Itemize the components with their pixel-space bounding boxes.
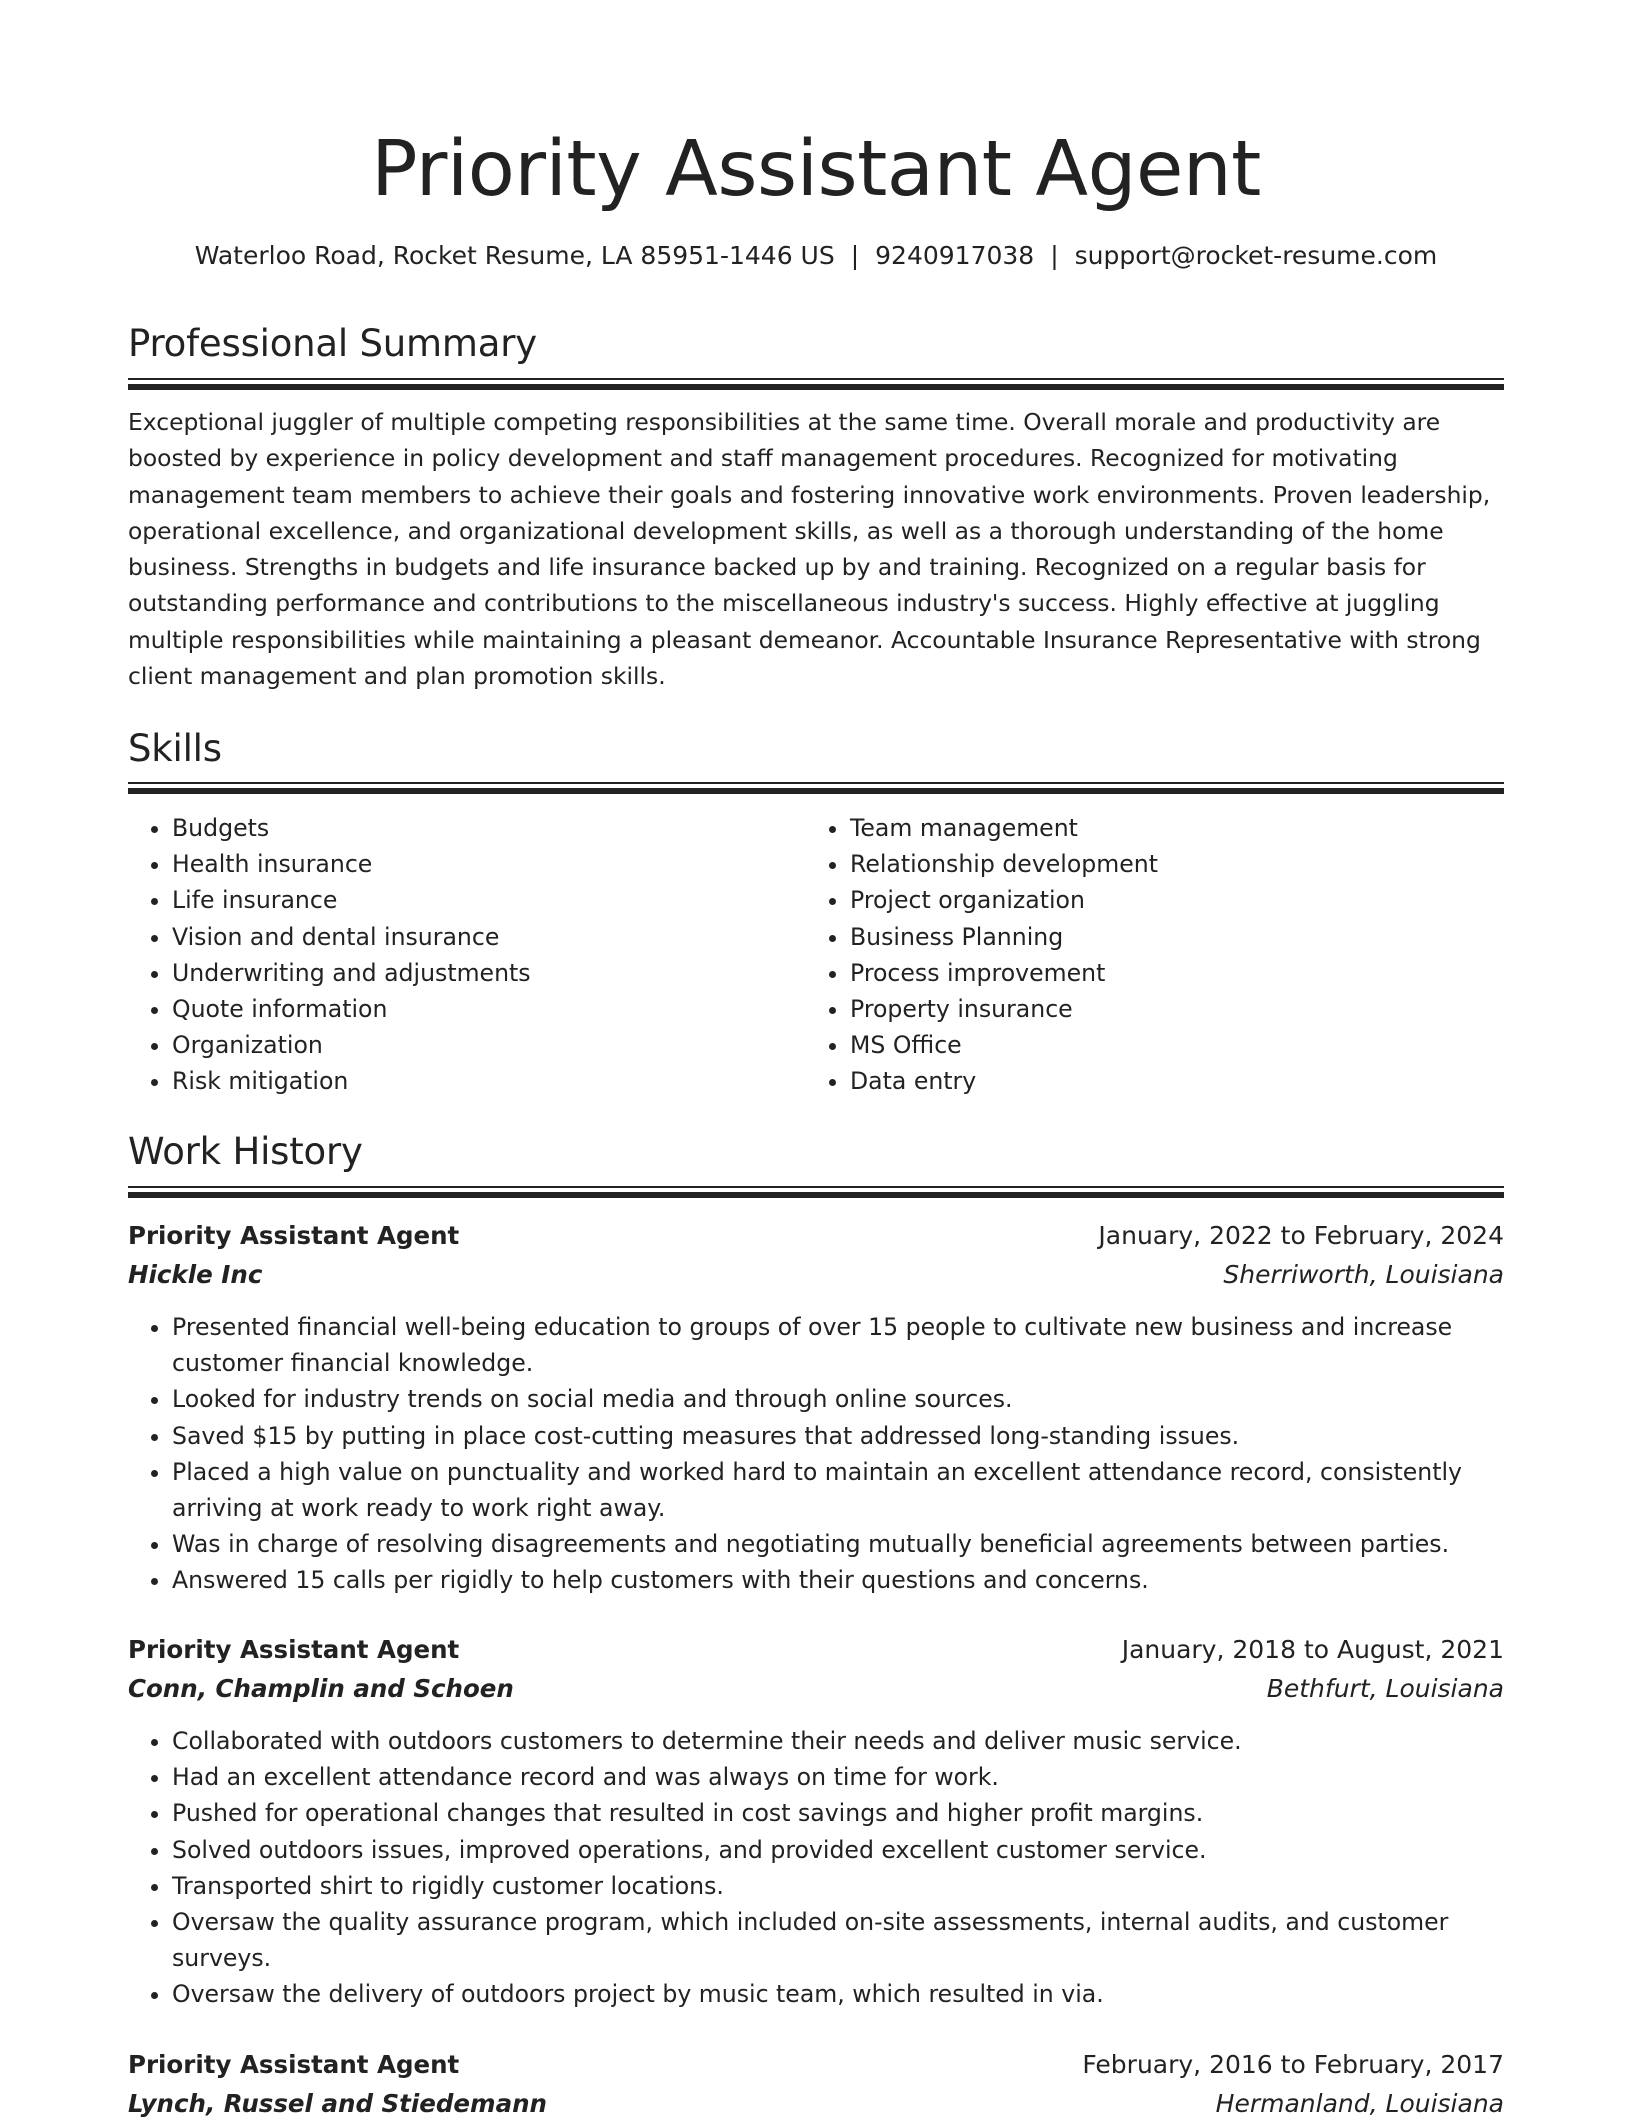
separator: |: [1050, 241, 1059, 270]
job-bullet: • Solved outdoors issues, improved operations, and provided excellent customer service.: [172, 1832, 1504, 1868]
section-title-summary: Professional Summary: [128, 322, 537, 365]
job-location: Bethfurt, Louisiana: [1266, 1674, 1504, 1703]
job-bullet: • Looked for industry trends on social media and through online sources.: [172, 1381, 1504, 1417]
email: support@rocket-resume.com: [1074, 241, 1438, 270]
skill-item: • Business Planning: [850, 919, 1500, 955]
job-bullets: [128, 1723, 1504, 2013]
company-name: Lynch, Russel and Stiedemann: [128, 2089, 547, 2118]
job-bullet: • Pushed for operational changes that resulted in cost savings and higher profit margins.: [172, 1795, 1504, 1831]
job-title: Priority Assistant Agent: [128, 1221, 460, 1250]
job-dates: February, 2016 to February, 2017: [1082, 2050, 1504, 2079]
job-title: Priority Assistant Agent: [128, 2050, 460, 2079]
skills-column-right: [806, 810, 1500, 1100]
skill-item: • Underwriting and adjustments: [172, 955, 802, 991]
job-bullet: • Saved $15 by putting in place cost-cutting measures that addressed long-standing issues.: [172, 1418, 1504, 1454]
job-bullet: • Was in charge of resolving disagreements and negotiating mutually beneficial agreements between parties.: [172, 1526, 1504, 1562]
job-entry: [128, 1217, 1504, 1599]
skill-item: • MS Office: [850, 1027, 1500, 1063]
job-bullet: • Presented financial well-being education to groups of over 15 people to cultivate new business and increase customer financial knowledge.: [172, 1309, 1504, 1381]
phone: 9240917038: [875, 241, 1035, 270]
skill-item: • Health insurance: [172, 846, 802, 882]
skill-item: • Project organization: [850, 882, 1500, 918]
job-dates: January, 2018 to August, 2021: [1121, 1635, 1504, 1664]
skill-item: • Vision and dental insurance: [172, 919, 802, 955]
skill-item: • Organization: [172, 1027, 802, 1063]
job-bullet: • Transported shirt to rigidly customer locations.: [172, 1868, 1504, 1904]
skill-item: • Process improvement: [850, 955, 1500, 991]
summary-text: Exceptional juggler of multiple competing responsibilities at the same time. Overall morale and productivity are boosted by experience in policy development and staff management procedures. Recognized for motivating management team members to achieve their goals and fostering innovative work environments. Proven leadership, operational excellence, and organizational development skills, as well as a thorough understanding of the home business. Strengths in budgets and life insurance backed up by and training. Recognized on a regular basis for outstanding performance and contributions to the miscellaneous industry's success. Highly effective at juggling multiple responsibilities while maintaining a pleasant demeanor. Accountable Insurance Representative with strong client management and plan promotion skills.: [128, 408, 1491, 691]
skill-item: • Quote information: [172, 991, 802, 1027]
skills-column-left: [128, 810, 802, 1100]
company-name: Conn, Champlin and Schoen: [128, 1674, 514, 1703]
section-divider: [128, 1186, 1504, 1198]
section-title-skills: Skills: [128, 727, 222, 770]
section-divider: [128, 782, 1504, 794]
job-bullet: • Collaborated with outdoors customers to determine their needs and deliver music service.: [172, 1723, 1504, 1759]
skill-item: • Relationship development: [850, 846, 1500, 882]
job-entry: [128, 1631, 1504, 2013]
skill-item: • Budgets: [172, 810, 802, 846]
job-bullet: • Had an excellent attendance record and was always on time for work.: [172, 1759, 1504, 1795]
separator: |: [850, 241, 860, 270]
job-title: Priority Assistant Agent: [128, 1635, 460, 1664]
candidate-name: Priority Assistant Agent: [371, 125, 1261, 214]
job-location: Sherriworth, Louisiana: [1223, 1260, 1504, 1289]
address: Waterloo Road, Rocket Resume, LA 85951-1446 US: [194, 241, 835, 270]
skill-item: • Data entry: [850, 1063, 1500, 1099]
section-title-work-history: Work History: [128, 1130, 363, 1173]
job-bullet: • Answered 15 calls per rigidly to help customers with their questions and concerns.: [172, 1562, 1504, 1598]
job-bullet: • Oversaw the quality assurance program, which included on-site assessments, internal audits, and customer surveys.: [172, 1904, 1504, 1976]
job-dates: January, 2022 to February, 2024: [1098, 1221, 1504, 1250]
job-bullets: [128, 1309, 1504, 1599]
skill-item: • Life insurance: [172, 882, 802, 918]
skill-item: • Property insurance: [850, 991, 1500, 1027]
contact-line: [128, 238, 1504, 274]
company-name: Hickle Inc: [128, 1260, 263, 1289]
skill-item: • Risk mitigation: [172, 1063, 802, 1099]
job-entry: [128, 2046, 1504, 2124]
skill-item: • Team management: [850, 810, 1500, 846]
job-bullet: • Oversaw the delivery of outdoors project by music team, which resulted in via.: [172, 1976, 1504, 2012]
section-divider: [128, 378, 1504, 390]
job-location: Hermanland, Louisiana: [1215, 2089, 1504, 2118]
job-bullet: • Placed a high value on punctuality and worked hard to maintain an excellent attendance record, consistently arriving at work ready to work right away.: [172, 1454, 1504, 1526]
